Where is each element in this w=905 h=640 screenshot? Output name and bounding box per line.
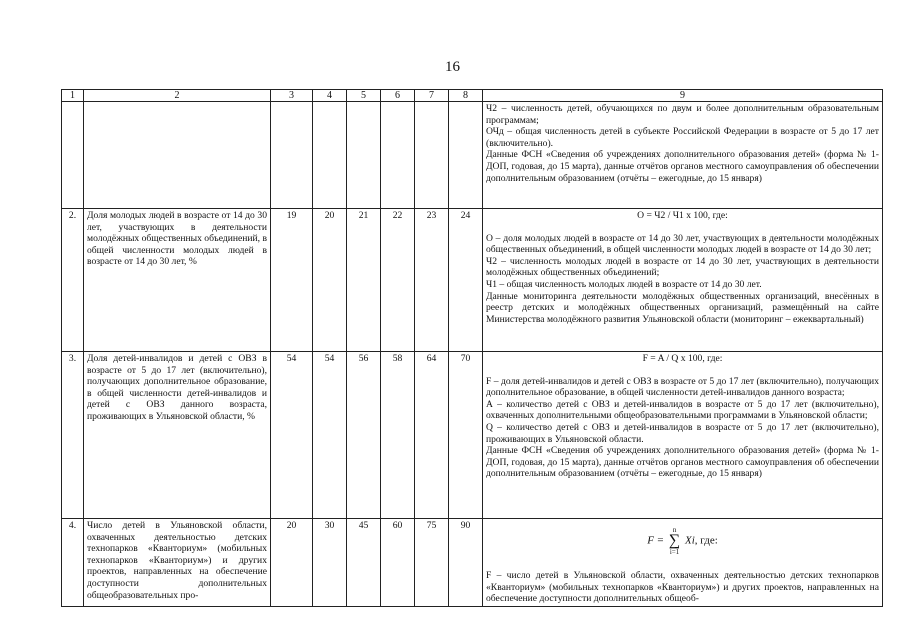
column-header: 4 — [313, 90, 347, 102]
indicator-name: Доля молодых людей в возрасте от 14 до 30 лет, участвующих в деятельности молодёжных общественных объединений, в общей численности молодых людей в возрасте от 14 до 30 лет, % — [84, 209, 271, 352]
num-cell — [62, 102, 84, 209]
column-header: 6 — [381, 90, 415, 102]
row-number: 4. — [62, 519, 84, 607]
page-number: 16 — [445, 59, 460, 75]
description-line: А – количество детей с ОВЗ и детей-инвалидов в возрасте от 5 до 17 лет (включительно), охваченных дополнительными общеобразовательными программами в Ульяновской области; — [486, 398, 879, 422]
column-number-row — [62, 90, 883, 102]
value-cell: 56 — [347, 352, 381, 519]
description-cell — [483, 352, 883, 519]
table-row — [62, 209, 883, 352]
description-cell — [483, 209, 883, 352]
description-line: Данные ФСН «Сведения об учреждениях дополнительного образования детей» (форма № 1-ДОП, годовая, до 15 марта), данные отчётов органов местного самоуправления об обеспечении дополнительным образованием (отчёты – ежегодные, до 15 января) — [486, 445, 879, 480]
value-cell: 24 — [449, 209, 483, 352]
column-header: 7 — [415, 90, 449, 102]
formula: О = Ч2 / Ч1 х 100, где: — [637, 210, 728, 221]
formula-lhs: F = — [647, 534, 665, 547]
row-number: 2. — [62, 209, 84, 352]
description-cell — [483, 102, 883, 209]
formula-suffix: , где: — [694, 534, 718, 547]
description-line: О – доля молодых людей в возрасте от 14 до 30 лет, участвующих в деятельности молодёжных общественных объединений, в общей численности молодых людей в возрасте от 14 до 30 лет; — [486, 232, 879, 256]
sum-lower-limit: i=1 — [669, 548, 680, 556]
formula-term: Xi — [685, 534, 695, 547]
sum-formula — [486, 526, 879, 556]
value-cell: 23 — [415, 209, 449, 352]
formula: F = A / Q х 100, где: — [642, 353, 723, 364]
description-line: ОЧд – общая численность детей в субъекте Российской Федерации в возрасте от 5 до 17 лет (включительно). — [486, 126, 879, 149]
indicator-name: Число детей в Ульяновской области, охваченных деятельностью детских технопарков «Кванториум» (мобильных технопарков «Кванториум») и других проектов, направленных на обеспечение доступности дополнительных общеобразовательных про- — [84, 519, 271, 607]
value-cell: 54 — [271, 352, 313, 519]
description-cell — [483, 519, 883, 607]
description-line: Ч1 – общая численность молодых людей в возрасте от 14 до 30 лет. — [486, 278, 762, 290]
value-cell: 70 — [449, 352, 483, 519]
value-cell: 22 — [381, 209, 415, 352]
column-header: 2 — [84, 90, 271, 102]
column-header: 3 — [271, 90, 313, 102]
description-line: Q – количество детей с ОВЗ и детей-инвалидов в возрасте от 5 до 17 лет (включительно), проживающих в Ульяновской области. — [486, 421, 879, 445]
value-cell: 20 — [313, 209, 347, 352]
description-line: Ч2 – численность молодых людей в возрасте от 14 до 30 лет, участвующих в деятельности молодёжных общественных объединений; — [486, 255, 879, 279]
description-line: Ч2 – численность детей, обучающихся по двум и более дополнительным образовательным программам; — [486, 103, 879, 126]
value-cell: 21 — [347, 209, 381, 352]
sum-upper-limit: n — [672, 526, 677, 534]
value-cell: 19 — [271, 209, 313, 352]
description-line: Данные мониторинга деятельности молодёжных общественных организаций, внесённых в реестр детских и молодёжных общественных организаций, размещённый на сайте Министерства молодёжного развития Ульяновской области (мониторинг – ежеквартальный) — [486, 290, 879, 325]
row-number: 3. — [62, 352, 84, 519]
value-cell: 20 — [271, 519, 313, 607]
value-cell: 90 — [449, 519, 483, 607]
table-row — [62, 519, 883, 607]
table-row — [62, 102, 883, 209]
value-cell: 54 — [313, 352, 347, 519]
description-line: F – число детей в Ульяновской области, охваченных деятельностью детских технопарков «Кванториум» (мобильных технопарков «Кванториум») и других проектов, направленных на обеспечение доступности дополнительных общеоб- — [486, 570, 879, 605]
value-cell: 75 — [415, 519, 449, 607]
name-cell — [84, 102, 271, 209]
value-cell: 58 — [381, 352, 415, 519]
value-cell: 45 — [347, 519, 381, 607]
indicators-table — [61, 89, 883, 607]
value-cell: 30 — [313, 519, 347, 607]
indicator-name: Доля детей-инвалидов и детей с ОВЗ в возрасте от 5 до 17 лет (включительно), получающих дополнительное образование, в общей численности детей-инвалидов и детей с ОВЗ данного возраста, проживающих в Ульяновской области, % — [84, 352, 271, 519]
column-header: 8 — [449, 90, 483, 102]
description-line: F – доля детей-инвалидов и детей с ОВЗ в возрасте от 5 до 17 лет (включительно), получающих дополнительное образование, в общей численности детей-инвалидов данного возраста; — [486, 375, 879, 399]
column-header: 1 — [62, 90, 84, 102]
table-row — [62, 352, 883, 519]
value-cell: 64 — [415, 352, 449, 519]
column-header: 9 — [483, 90, 883, 102]
value-cell: 60 — [381, 519, 415, 607]
sigma-icon: n ∑ i=1 — [668, 526, 681, 556]
column-header: 5 — [347, 90, 381, 102]
description-line: Данные ФСН «Сведения об учреждениях дополнительного образования детей» (форма № 1-ДОП, годовая, до 15 марта), данные отчётов органов местного самоуправления об обеспечении дополнительным образованием (отчёты – ежегодные, до 15 января) — [486, 149, 879, 184]
